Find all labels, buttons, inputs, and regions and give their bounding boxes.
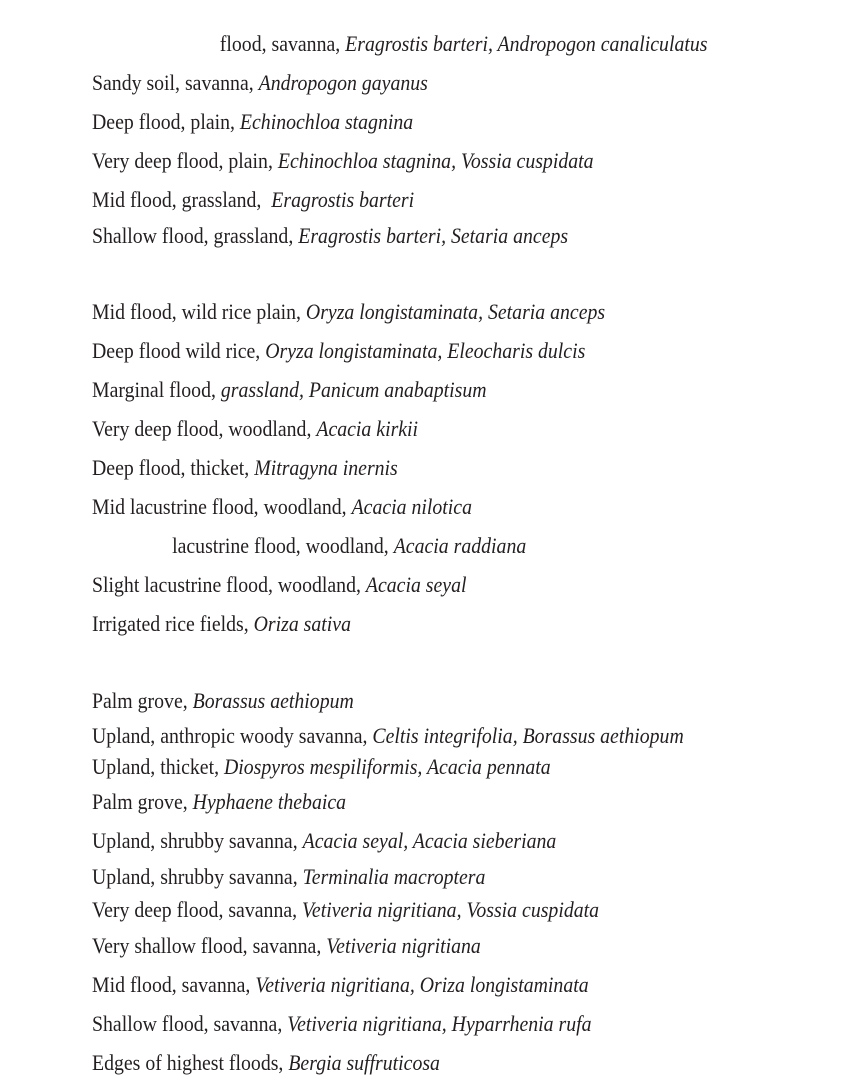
species-label: grassland, Panicum anabaptisum <box>220 377 487 402</box>
legend-line <box>92 141 785 180</box>
species-label: Andropogon gayanus <box>258 70 428 95</box>
habitat-label: Very deep flood, woodland, <box>92 416 317 441</box>
legend-line <box>92 926 785 965</box>
species-label: Vetiveria nigritiana <box>326 933 481 958</box>
legend-line <box>92 681 785 720</box>
species-label: Oryza longistaminata, Setaria anceps <box>305 299 606 324</box>
legend-line <box>92 448 785 487</box>
species-label: Echinochloa stagnina, Vossia cuspidata <box>277 148 594 173</box>
species-label: Acacia kirkii <box>316 416 419 441</box>
habitat-label: Mid flood, grassland, <box>92 187 272 212</box>
species-label: Hyphaene thebaica <box>192 789 347 814</box>
habitat-label: Upland, shrubby savanna, <box>92 828 303 853</box>
species-label: Oryza longistaminata, Eleocharis dulcis <box>265 338 586 363</box>
species-label: Diospyros mespiliformis, Acacia pennata <box>223 754 551 779</box>
habitat-label: Very deep flood, savanna, <box>92 897 303 922</box>
habitat-label: Palm grove, <box>92 789 193 814</box>
species-label: Eragrostis barteri <box>271 187 415 212</box>
species-label: Mitragyna inernis <box>254 455 398 480</box>
habitat-label: Deep flood, plain, <box>92 109 240 134</box>
species-label: Eragrostis barteri, Setaria anceps <box>298 223 569 248</box>
species-label: Oriza sativa <box>253 611 351 636</box>
legend-line <box>92 1004 785 1043</box>
species-label: Vetiveria nigritiana, Hyparrhenia rufa <box>287 1011 592 1036</box>
legend-line <box>92 219 785 252</box>
habitat-label: Upland, thicket, <box>92 754 224 779</box>
habitat-label: Deep flood wild rice, <box>92 338 266 363</box>
legend-line <box>92 604 785 643</box>
habitat-label: flood, savanna, <box>219 31 346 56</box>
legend-line <box>92 292 785 331</box>
habitat-label: Slight lacustrine flood, woodland, <box>92 572 366 597</box>
legend-line <box>92 102 785 141</box>
habitat-label: Palm grove, <box>92 688 193 713</box>
habitat-label: Irrigated rice fields, <box>92 611 254 636</box>
legend-line <box>92 1043 785 1082</box>
habitat-label: Deep flood, thicket, <box>92 455 255 480</box>
species-label: Eragrostis barteri, Andropogon canaliculatus <box>345 31 708 56</box>
habitat-label: Very deep flood, plain, <box>92 148 278 173</box>
habitat-label: Very shallow flood, savanna, <box>92 933 327 958</box>
legend-line <box>92 331 785 370</box>
legend-line <box>92 751 785 782</box>
species-label: Celtis integrifolia, Borassus aethiopum <box>372 723 684 748</box>
habitat-label: lacustrine flood, woodland, <box>172 533 394 558</box>
habitat-label: Shallow flood, savanna, <box>92 1011 288 1036</box>
legend-line <box>92 782 785 821</box>
legend-line <box>92 720 785 751</box>
species-label: Acacia raddiana <box>393 533 527 558</box>
habitat-label: Upland, anthropic woody savanna, <box>92 723 373 748</box>
habitat-label: Edges of highest floods, <box>92 1050 289 1075</box>
species-label: Echinochloa stagnina <box>239 109 414 134</box>
legend-line <box>92 526 785 565</box>
species-label: Acacia seyal <box>365 572 467 597</box>
legend-line <box>92 893 785 926</box>
legend-line <box>92 409 785 448</box>
species-label: Acacia nilotica <box>351 494 472 519</box>
legend-line <box>92 370 785 409</box>
legend-line <box>92 860 785 893</box>
habitat-label: Marginal flood, <box>92 377 221 402</box>
species-label: Bergia suffruticosa <box>288 1050 440 1075</box>
habitat-label: Upland, shrubby savanna, <box>92 864 303 889</box>
habitat-label: Shallow flood, grassland, <box>92 223 299 248</box>
legend-line <box>92 24 785 63</box>
legend-line <box>92 63 785 102</box>
legend-line <box>92 180 785 219</box>
species-label: Borassus aethiopum <box>192 688 354 713</box>
legend-line <box>92 965 785 1004</box>
species-label: Acacia seyal, Acacia sieberiana <box>302 828 557 853</box>
legend-line <box>92 487 785 526</box>
habitat-label: Mid lacustrine flood, woodland, <box>92 494 352 519</box>
species-label: Vetiveria nigritiana, Vossia cuspidata <box>302 897 600 922</box>
legend-line <box>92 821 785 860</box>
habitat-label: Sandy soil, savanna, <box>92 70 259 95</box>
habitat-label: Mid flood, wild rice plain, <box>92 299 306 324</box>
habitat-label: Mid flood, savanna, <box>92 972 256 997</box>
legend-line <box>92 565 785 604</box>
species-label: Terminalia macroptera <box>302 864 486 889</box>
species-label: Vetiveria nigritiana, Oriza longistaminata <box>255 972 589 997</box>
